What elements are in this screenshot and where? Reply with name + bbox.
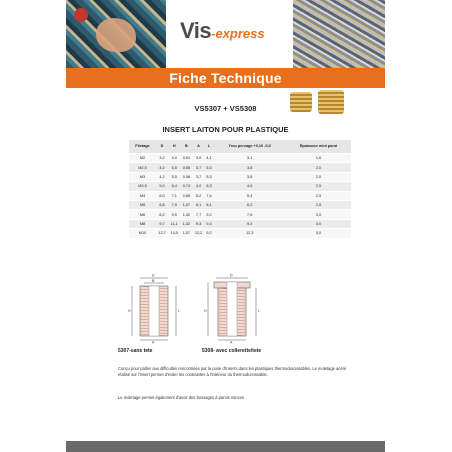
- table-cell: 6,2: [213, 200, 286, 209]
- table-cell: 2,5: [286, 191, 351, 200]
- column-header: Filetage: [129, 140, 156, 154]
- table-cell: 6,1: [192, 200, 204, 209]
- table-cell: 2,5: [286, 182, 351, 191]
- product-reference: VS5307 + VS5308: [194, 104, 257, 113]
- table-cell: 1,6: [286, 154, 351, 163]
- table-cell: 3,0: [286, 210, 351, 219]
- table-cell: 3,8: [213, 172, 286, 181]
- vis-express-logo: [180, 18, 265, 44]
- table-cell: 7,6: [213, 210, 286, 219]
- table-cell: M2: [129, 154, 156, 163]
- table-cell: 8,2: [156, 210, 168, 219]
- dim-label-l: L: [258, 309, 260, 313]
- dim-label-h: H: [204, 309, 207, 313]
- table-cell: 4,2: [156, 163, 168, 172]
- table-cell: 12,3: [213, 229, 286, 238]
- table-cell: 6,8: [156, 200, 168, 209]
- drawing-5308: [196, 272, 268, 344]
- table-cell: M5: [129, 200, 156, 209]
- table-cell: 0,56: [180, 163, 192, 172]
- table-cell: 4,6: [213, 182, 286, 191]
- hand-shape: [96, 18, 136, 52]
- description-paragraph-1: Conçu pour pallier aux difficultés rencontrées par la pose d'inserts dans les plastiques thermodurcissables. Le moletage acéré réalisé sur l'insert permet d'éviter les contraintes à l'intérieur du thermodurcissable.: [118, 366, 347, 377]
- tool-shape: [74, 8, 88, 22]
- table-cell: 4,1: [205, 154, 214, 163]
- table-row: [129, 200, 351, 209]
- table-cell: 5,0: [286, 229, 351, 238]
- table-cell: 0,74: [180, 182, 192, 191]
- table-cell: 9,3: [192, 219, 204, 228]
- product-title: INSERT LAITON POUR PLASTIQUE: [162, 125, 289, 134]
- table-cell: 5,0: [156, 182, 168, 191]
- drawing-5307: [118, 272, 190, 344]
- table-cell: M3: [129, 172, 156, 181]
- table-cell: 6,0: [156, 191, 168, 200]
- dim-label-a: A: [230, 340, 233, 344]
- table-cell: 3,8: [213, 163, 286, 172]
- table-cell: 3,7: [192, 172, 204, 181]
- table-cell: 5,5: [168, 163, 180, 172]
- table-row: [129, 182, 351, 191]
- table-row: [129, 210, 351, 219]
- table-cell: 4,0: [192, 182, 204, 191]
- title-bar: [66, 68, 385, 88]
- description-paragraph-2: Le moletage permet également d'avoir des bossages à parois minces: [118, 395, 244, 400]
- table-row: [129, 229, 351, 238]
- table-cell: 2,0: [286, 163, 351, 172]
- table-cell: 9,5: [168, 210, 180, 219]
- table-cell: 4,0: [168, 154, 180, 163]
- table-cell: 0,58: [180, 172, 192, 181]
- technical-sheet: [66, 0, 385, 452]
- table-cell: 1,32: [180, 219, 192, 228]
- table-cell: 11,1: [168, 219, 180, 228]
- table-cell: 3,7: [192, 163, 204, 172]
- table-cell: 3,0: [286, 219, 351, 228]
- table-cell: 3,1: [213, 154, 286, 163]
- table-cell: M2,5: [129, 163, 156, 172]
- table-cell: 6,4: [168, 182, 180, 191]
- table-cell: 12,2: [192, 229, 204, 238]
- table-cell: 9,7: [156, 219, 168, 228]
- table-cell: 9,2: [213, 219, 286, 228]
- table-cell: 9,3: [205, 219, 214, 228]
- dim-label-b: B: [152, 279, 155, 283]
- dim-label-d: D: [152, 273, 155, 278]
- table-cell: 0,89: [180, 191, 192, 200]
- logo-suffix: -express: [211, 26, 265, 41]
- table-cell: M3,5: [129, 182, 156, 191]
- table-body: [129, 154, 351, 238]
- table-row: [129, 172, 351, 181]
- table-cell: M4: [129, 191, 156, 200]
- dim-label-a: A: [152, 340, 155, 344]
- table-cell: 9,2: [205, 210, 214, 219]
- table-cell: 4,2: [156, 172, 168, 181]
- table-cell: 2,0: [286, 172, 351, 181]
- table-cell: 5,3: [205, 172, 214, 181]
- table-cell: 5,3: [205, 163, 214, 172]
- table-cell: 5,2: [192, 191, 204, 200]
- table-row: [129, 191, 351, 200]
- screws-photo: [293, 0, 385, 68]
- table-cell: 2,5: [286, 200, 351, 209]
- table-cell: M6: [129, 210, 156, 219]
- insert-photo: [290, 90, 346, 116]
- tools-photo: [66, 0, 166, 68]
- table-cell: 1,32: [180, 210, 192, 219]
- footer-bar: [66, 441, 385, 452]
- column-header: D: [156, 140, 168, 154]
- table-cell: 8,1: [205, 200, 214, 209]
- column-header: B: [180, 140, 192, 154]
- table-cell: M10: [129, 229, 156, 238]
- table-cell: 5,5: [168, 172, 180, 181]
- logo-main: Vis: [180, 18, 212, 43]
- table-cell: 14,0: [168, 229, 180, 238]
- dim-label-l: L: [178, 309, 180, 313]
- insert-image-2: [318, 90, 344, 114]
- table-row: [129, 163, 351, 172]
- thread-bore: [227, 282, 237, 336]
- table-cell: 3,2: [156, 154, 168, 163]
- table-cell: 7,7: [192, 210, 204, 219]
- thread-bore: [149, 286, 159, 336]
- banner-title: Fiche Technique: [169, 70, 282, 86]
- column-header: H: [168, 140, 180, 154]
- table-cell: 9,2: [205, 229, 214, 238]
- dim-label-h: H: [128, 309, 131, 313]
- table-cell: 1,57: [180, 229, 192, 238]
- column-header: A: [192, 140, 204, 154]
- table-cell: 0,51: [180, 154, 192, 163]
- logo-area: [166, 0, 293, 68]
- table-cell: 7,4: [205, 191, 214, 200]
- table-cell: 7,1: [168, 191, 180, 200]
- insert-image-1: [290, 92, 312, 112]
- table-cell: 6,3: [205, 182, 214, 191]
- column-header: Trou percage +0,10 -0,0: [213, 140, 286, 154]
- column-header: Épaisseur mini paroi: [286, 140, 351, 154]
- table-cell: 1,07: [180, 200, 192, 209]
- table-row: [129, 219, 351, 228]
- caption-5308: 5308- avec collerette/tete: [202, 348, 262, 354]
- table-cell: 7,9: [168, 200, 180, 209]
- table-cell: 3,0: [192, 154, 204, 163]
- spec-table: [129, 140, 351, 238]
- caption-5307: 5307-sans tete: [118, 348, 153, 354]
- header-banner: [66, 0, 385, 68]
- table-header-row: [129, 140, 351, 154]
- table-cell: M8: [129, 219, 156, 228]
- table-cell: 5,4: [213, 191, 286, 200]
- table-row: [129, 154, 351, 163]
- column-header: L: [205, 140, 214, 154]
- dim-label-d: D: [230, 273, 233, 278]
- table-cell: 12,7: [156, 229, 168, 238]
